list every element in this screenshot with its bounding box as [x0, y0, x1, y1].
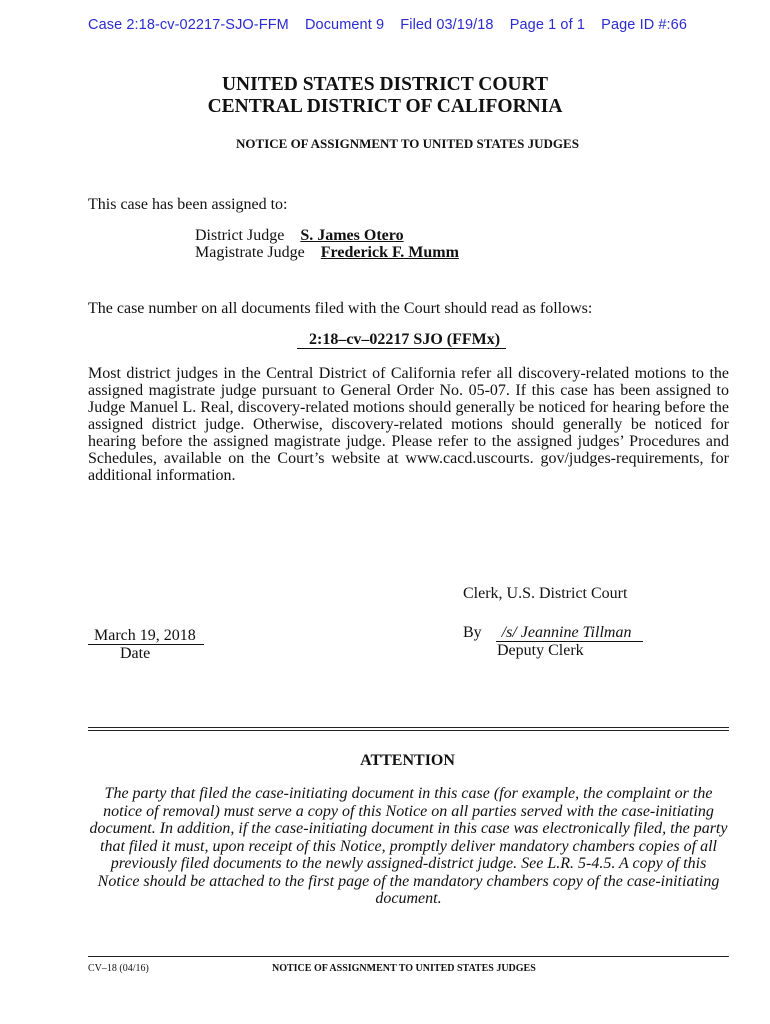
divider-bottom	[88, 730, 729, 731]
district-judge-name: S. James Otero	[300, 227, 404, 244]
document-number: Document 9	[304, 17, 385, 33]
case-number-value: 2:18–cv–02217 SJO (FFMx)	[297, 331, 506, 349]
magistrate-judge-label: Magistrate Judge	[195, 244, 305, 261]
district-judge-row	[195, 227, 404, 245]
clerk-title: Clerk, U.S. District Court	[463, 585, 628, 602]
court-name-line1: UNITED STATES DISTRICT COURT	[221, 74, 549, 95]
district-judge-label: District Judge	[195, 227, 285, 244]
date-value: March 19, 2018	[88, 627, 204, 645]
case-header	[88, 17, 699, 33]
assigned-intro: This case has been assigned to:	[88, 196, 288, 213]
form-id: CV–18 (04/16)	[88, 963, 149, 974]
filed-date: Filed 03/19/18	[400, 17, 494, 33]
deputy-clerk-label: Deputy Clerk	[497, 642, 584, 659]
magistrate-judge-row	[195, 244, 459, 262]
signed-by-row	[463, 624, 643, 642]
footer-rule	[88, 956, 729, 957]
by-label: By	[463, 624, 482, 641]
case-number-header: Case 2:18-cv-02217-SJO-FFM	[88, 17, 289, 33]
attention-text: The party that filed the case-initiating document in this case (for example, the complaint or the notice of removal) must serve a copy of this Notice on all parties served with the case-initiating document. In addition, if the case-initiating document in this case was electronically filed, the party that filed it must, upon receipt of this Notice, promptly deliver mandatory chambers copies of all previously filed documents to the newly assigned-district judge. See L.R. 5-4.5. A copy of this Notice should be attached to the first page of the mandatory chambers copy of the case-initiating document.	[89, 785, 728, 907]
clerk-signature: /s/ Jeannine Tillman	[496, 624, 644, 642]
notice-title: NOTICE OF ASSIGNMENT TO UNITED STATES JUDGES	[236, 136, 579, 151]
page-id: Page ID #:66	[601, 17, 688, 33]
court-name-line2: CENTRAL DISTRICT OF CALIFORNIA	[207, 96, 563, 117]
attention-heading: ATTENTION	[360, 752, 455, 769]
magistrate-judge-name: Frederick F. Mumm	[320, 244, 459, 261]
case-number-intro: The case number on all documents filed with the Court should read as follows:	[88, 300, 593, 317]
page-count: Page 1 of 1	[509, 17, 586, 33]
footer-title: NOTICE OF ASSIGNMENT TO UNITED STATES JUDGES	[272, 963, 536, 974]
date-label: Date	[120, 645, 151, 662]
divider-top	[88, 727, 729, 728]
discovery-paragraph: Most district judges in the Central District of California refer all discovery-related motions to the assigned magistrate judge pursuant to General Order No. 05-07. If this case has been assigned to Judge Manuel L. Real, discovery-related motions should generally be noticed for hearing before the assigned district judge. Otherwise, discovery-related motions should generally be noticed for hearing before the assigned magistrate judge. Please refer to the assigned judges’ Procedures and Schedules, available on the Court’s website at www.cacd.uscourts. gov/judges-requirements, for additional information.	[88, 365, 729, 484]
